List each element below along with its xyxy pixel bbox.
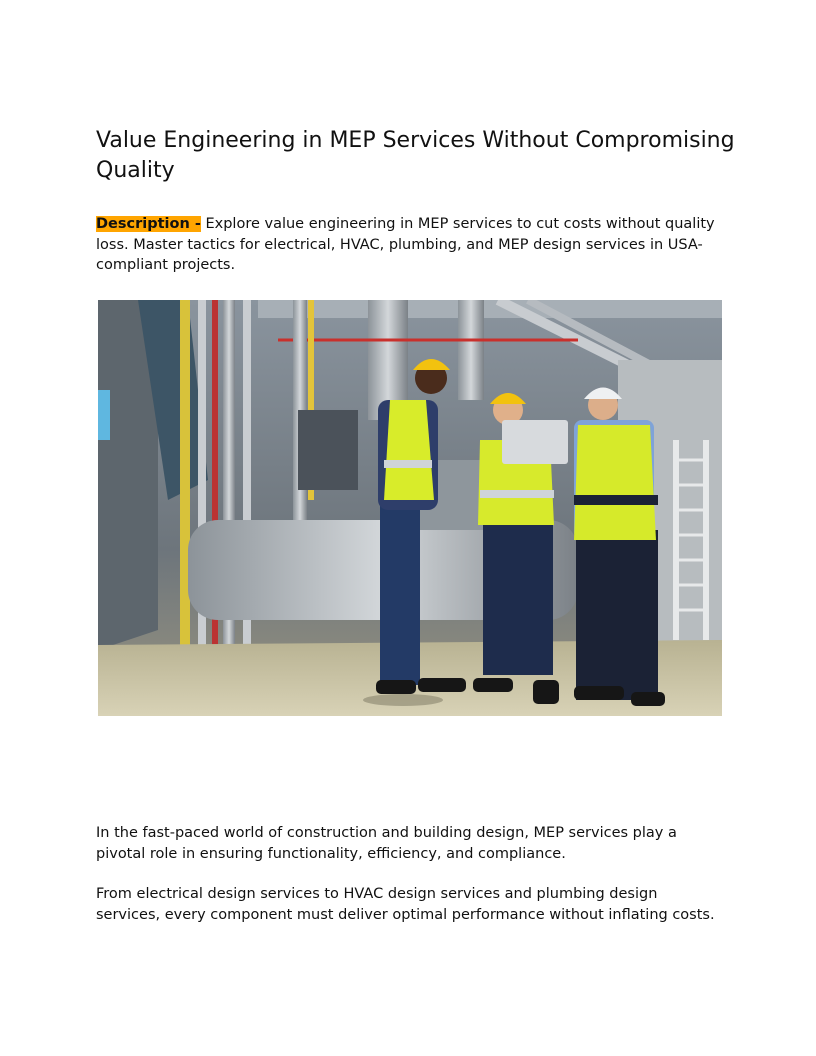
engineers-plant-photo bbox=[98, 300, 722, 716]
description-label: Description - bbox=[96, 216, 201, 232]
description bbox=[96, 214, 726, 276]
page-title: Value Engineering in MEP Services Without Compromising Quality bbox=[96, 128, 735, 183]
paragraph-services: From electrical design services to HVAC design services and plumbing design services, every component must deliver optimal performance without inflating costs. bbox=[96, 886, 715, 923]
paragraph-intro: In the fast-paced world of construction and building design, MEP services play a pivotal role in ensuring functionality, efficiency, and compliance. bbox=[96, 825, 677, 862]
description-text: Explore value engineering in MEP services to cut costs without quality loss. Master tactics for electrical, HVAC, plumbing, and MEP design services in USA-compliant projects. bbox=[96, 216, 715, 273]
